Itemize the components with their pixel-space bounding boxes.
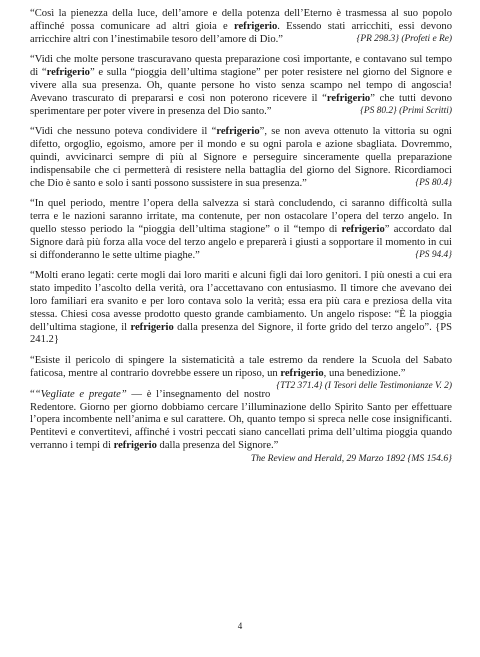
highlight-keyword: refrigerio (130, 321, 174, 333)
quote-segment: “Vidi che nessuno poteva condividere il “ (30, 126, 217, 138)
quote-text (30, 198, 452, 262)
quote-segment: ”, se non aveva ottenuto la vittoria su ogni difetto, orgoglio, egoismo, amore per il mondo e su ogni parola e azione sbagliata. Dovremmo, quindi, avvicinarci sempre di più al Signore e perseguire sinceramente quella preparazione indispensabile che ci permetterà di resistere nella battaglia del giorno del Signore. Ricordiamoci che Dio è santo e solo i santi possono sussistere in sua presenza.” (30, 126, 452, 189)
quote-block (30, 355, 452, 391)
quote-block (30, 126, 452, 190)
emphasis-text: “Vegliate e pregate” (34, 388, 127, 400)
quote-segment: “Esiste il pericolo di spingere la sistematicità a tale estremo da rendere la Scuola del Sabato faticosa, mentre al contrario dovrebbe essere un riposo, un (30, 355, 452, 379)
highlight-keyword: refrigerio (326, 92, 371, 104)
highlight-keyword: refrigerio (280, 367, 324, 379)
quote-segment: “Vidi che molte persone trascuravano questa preparazione così importante, e contavano sul tempo di “ (30, 54, 452, 79)
highlight-keyword: refrigerio (113, 439, 157, 451)
highlight-keyword: refrigerio (341, 223, 385, 235)
citation-reference: {TT2 371.4} (I Tesori delle Testimonianze V. 2) (276, 380, 452, 391)
quote-text (30, 8, 452, 46)
highlight-keyword: refrigerio (216, 126, 260, 138)
quote-segment: , una benedizione.” (323, 367, 406, 379)
citation-reference: {PR 298.3} (Profeti e Re) (356, 33, 452, 44)
quote-text (30, 126, 452, 190)
quote-source: The Review and Herald, 29 Marzo 1892 {MS 154.6} (250, 452, 452, 464)
citation-reference: {PS 80.4} (415, 177, 452, 188)
quote-segment: ” accordato dal Signore darà più forza alla voce del terzo angelo e preparerà i giusti a sopportare il momento in cui si diffonderanno le sette ultime piaghe.” (30, 223, 452, 261)
quote-segment: ” e sulla “pioggia dell’ultima stagione” per poter resistere nel giorno del Signore e vivere alla sua presenza. Oh, quante persone ho visto senza scampo nel tempo di angoscia! Avevano trascurato di prepararsi e così non poterono ricevere il “ (30, 67, 452, 104)
quote-text (30, 355, 452, 391)
quote-block (30, 270, 452, 347)
quote-segment: “Molti erano legati: certe mogli dai loro mariti e alcuni figli dai loro genitori. I più onesti a cui era stato impedito l’ascolto della verità, ora l’accettavano con entusiasmo. Il timore che avevano dei loro familiari era svanito e per loro contava solo la verità; essa era più cara e preziosa della vita stessa. Chiesi cosa avesse prodotto questo grande cambiamento. Un angelo rispose: “È la pioggia dell’ultima stagione, il (30, 270, 452, 333)
quote-block (30, 198, 452, 262)
quote-segment: “In quel periodo, mentre l’opera della salvezza si starà concludendo, ci saranno difficoltà sulla terra e le nazioni saranno irritate, ma contenute, per non ostacolare l’opera del terzo angelo. In quello stesso periodo la “pioggia dell’ultima stagione” o il “tempo di (30, 198, 452, 235)
quote-segment: — è l’insegnamento del nostro Redentore. Giorno per giorno dobbiamo cercare l’illuminazione dello Spirito Santo per effettuare l’opera incombente nell’anima e sul carattere. Oh, quanto tempo si spreca nelle cose insignificanti. Pentitevi e convertitevi, affinché i vostri peccati siano cancellati prima dell’ultima pioggia quando verranno i tempi di (30, 388, 452, 451)
quote-block (30, 389, 452, 464)
quote-segment: “Così la pienezza della luce, dell’amore e della potenza dell’Eterno è trasmessa al suo popolo affinché possa comunicare ad altri gioia e (30, 8, 452, 32)
quote-text (30, 54, 452, 118)
quote-block (30, 8, 452, 46)
citation-reference: {PS 94.4} (415, 249, 452, 260)
quote-text (30, 270, 452, 347)
quote-segment: dalla presenza del Signore.” (156, 439, 279, 451)
quote-block (30, 54, 452, 118)
quote-segment: ” che tutti devono sperimentare per poter vivere in presenza del Dio santo.” (30, 92, 452, 117)
page-number: 4 (237, 621, 243, 631)
quote-list (30, 8, 452, 472)
highlight-keyword: refrigerio (233, 20, 278, 32)
citation-reference: {PS 80.2} (Primi Scritti) (360, 105, 452, 116)
quote-segment: “ (30, 388, 35, 400)
highlight-keyword: refrigerio (46, 67, 90, 79)
quote-segment: . Essendo stati arricchiti, essi devono arricchire altri con l’inestimabile tesoro dell’amore di Dio.” (30, 20, 452, 45)
quote-text (30, 389, 452, 453)
quote-segment: dalla presenza del Signore, il forte grido del terzo angelo”. {PS 241.2} (30, 321, 452, 346)
